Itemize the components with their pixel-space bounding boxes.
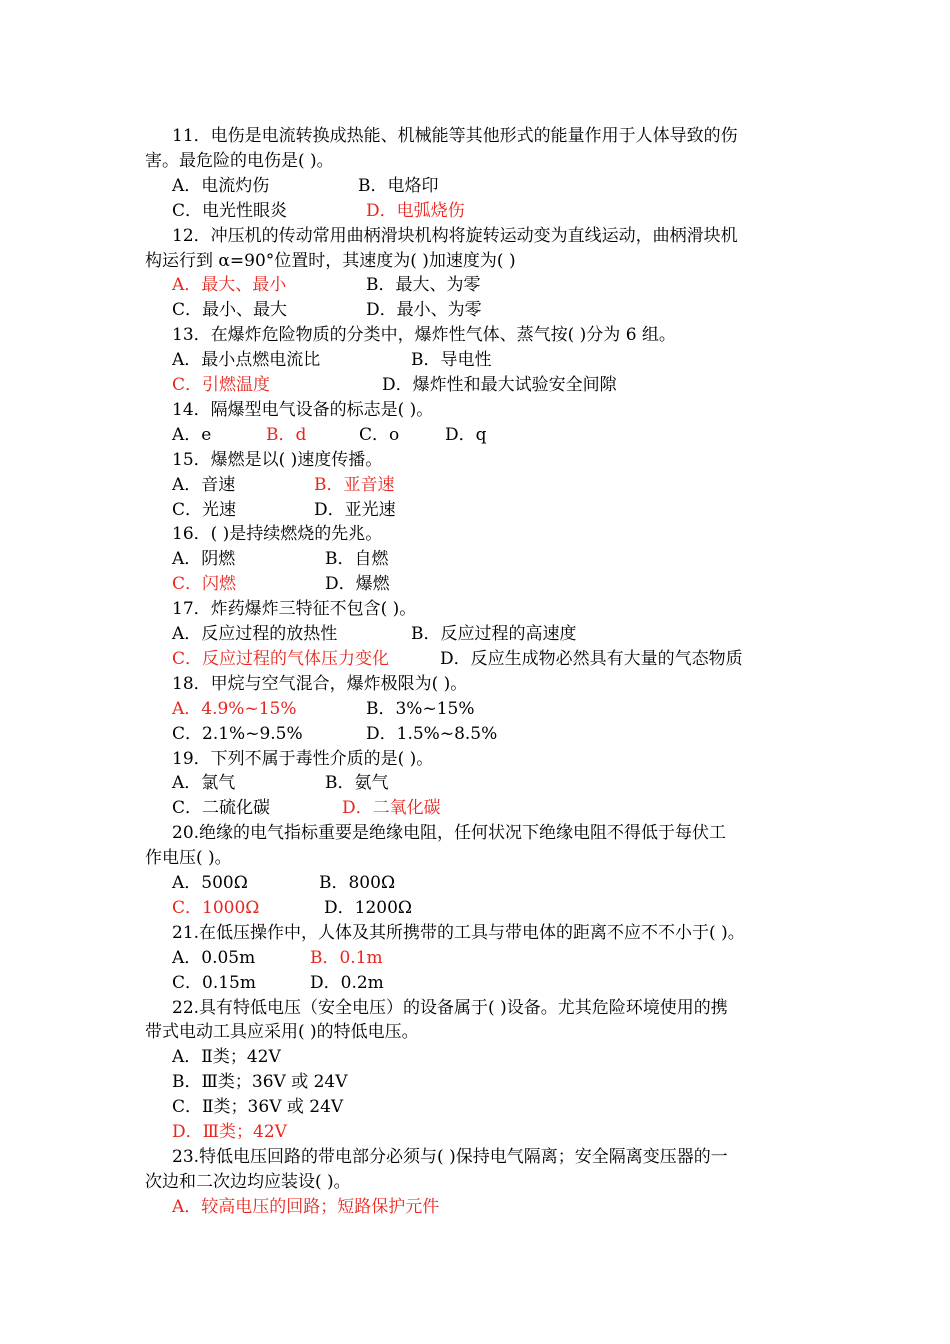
answer-option: A．氯气	[172, 773, 236, 794]
answer-option: B．氨气	[325, 773, 389, 794]
question-stem: 23.特低电压回路的带电部分必须与( )保持电气隔离；安全隔离变压器的一	[172, 1146, 728, 1167]
answer-option: A．最小点燃电流比	[172, 350, 321, 371]
answer-option-correct: A．最大、最小	[172, 275, 287, 296]
answer-option-correct: B．0.1m	[310, 947, 383, 968]
answer-option: C．二硫化碳	[172, 798, 271, 819]
answer-option: D．1200Ω	[324, 897, 412, 918]
question-stem: 12．冲压机的传动常用曲柄滑块机构将旋转运动变为直线运动，曲柄滑块机	[172, 225, 738, 246]
answer-option: A．反应过程的放热性	[172, 624, 338, 644]
answer-option: A．500Ω	[172, 873, 248, 893]
question-stem: 17．炸药爆炸三特征不包含( )。	[172, 599, 417, 620]
answer-option-correct: B．亚音速	[314, 474, 395, 495]
answer-option: A．e	[172, 424, 212, 445]
answer-option: D．爆燃	[325, 574, 390, 595]
answer-option: C．光速	[172, 499, 237, 520]
answer-option-correct: D．电弧烧伤	[366, 200, 465, 221]
question-stem-continued: 构运行到 α=90°位置时，其速度为( )加速度为( )	[145, 250, 516, 271]
question-stem: 19．下列不属于毒性介质的是( )。	[172, 748, 434, 769]
question-stem-continued: 带式电动工具应采用( )的特低电压。	[145, 1022, 419, 1043]
answer-option: B．最大、为零	[366, 275, 481, 296]
answer-option-correct: C．闪燃	[172, 574, 237, 595]
question-stem: 13．在爆炸危险物质的分类中，爆炸性气体、蒸气按( )分为 6 组。	[172, 325, 676, 346]
answer-option: B．Ⅲ类；36V 或 24V	[172, 1072, 348, 1093]
answer-option: D．亚光速	[314, 499, 396, 520]
question-stem: 14．隔爆型电气设备的标志是( )。	[172, 399, 434, 420]
answer-option-correct: A．4.9%~15%	[172, 698, 297, 719]
question-stem-continued: 次边和二次边均应装设( )。	[145, 1171, 351, 1192]
answer-option: B．自燃	[325, 549, 389, 570]
answer-option: A．0.05m	[172, 947, 256, 968]
answer-option-correct: C．反应过程的气体压力变化	[172, 648, 390, 669]
question-stem: 16．( )是持续燃烧的先兆。	[172, 524, 383, 545]
answer-option-correct: C．1000Ω	[172, 897, 260, 918]
answer-option: C．最小、最大	[172, 300, 288, 321]
answer-option: A．阴燃	[172, 549, 236, 570]
answer-option: D．1.5%~8.5%	[366, 723, 498, 744]
answer-option: D．反应生成物必然具有大量的气态物质	[440, 648, 743, 669]
answer-option: D．最小、为零	[366, 300, 482, 321]
answer-option: D．q	[445, 424, 487, 445]
answer-option: C．0.15m	[172, 972, 256, 993]
answer-option: D．爆炸性和最大试验安全间隙	[382, 375, 617, 395]
answer-option: A．Ⅱ类；42V	[172, 1047, 281, 1068]
question-stem: 18．甲烷与空气混合，爆炸极限为( )。	[172, 673, 468, 694]
answer-option: C．Ⅱ类；36V 或 24V	[172, 1097, 344, 1118]
answer-option-correct: C．引燃温度	[172, 375, 271, 395]
answer-option: A．音速	[172, 474, 236, 495]
question-stem: 22.具有特低电压（安全电压）的设备属于( )设备。尤其危险环境使用的携	[172, 997, 728, 1018]
answer-option: A．电流灼伤	[172, 175, 270, 196]
question-stem: 21.在低压操作中，人体及其所携带的工具与带电体的距离不应不不小于( )。	[172, 922, 745, 943]
answer-option-correct: B．d	[266, 424, 307, 445]
question-stem: 11．电伤是电流转换成热能、机械能等其他形式的能量作用于人体导致的伤	[172, 126, 738, 146]
question-stem: 15．爆燃是以( )速度传播。	[172, 449, 383, 470]
answer-option: B．反应过程的高速度	[411, 624, 577, 644]
answer-option: B．电烙印	[358, 175, 439, 196]
answer-option: B．导电性	[411, 350, 492, 371]
question-stem-continued: 作电压( )。	[145, 848, 232, 869]
answer-option: B．3%~15%	[366, 698, 475, 719]
answer-option: B．800Ω	[319, 873, 396, 893]
answer-option: D．0.2m	[310, 972, 384, 993]
answer-option-correct: A．较高电压的回路；短路保护元件	[172, 1196, 440, 1217]
answer-option: C．2.1%~9.5%	[172, 723, 303, 744]
answer-option: C．o	[359, 424, 400, 445]
answer-option-correct: D．二氧化碳	[342, 798, 441, 819]
question-stem: 20.绝缘的电气指标重要是绝缘电阻，任何状况下绝缘电阻不得低于每伏工	[172, 823, 727, 844]
answer-option: C．电光性眼炎	[172, 200, 288, 221]
question-stem-continued: 害。最危险的电伤是( )。	[145, 150, 334, 171]
answer-option-correct: D．Ⅲ类；42V	[172, 1122, 287, 1142]
